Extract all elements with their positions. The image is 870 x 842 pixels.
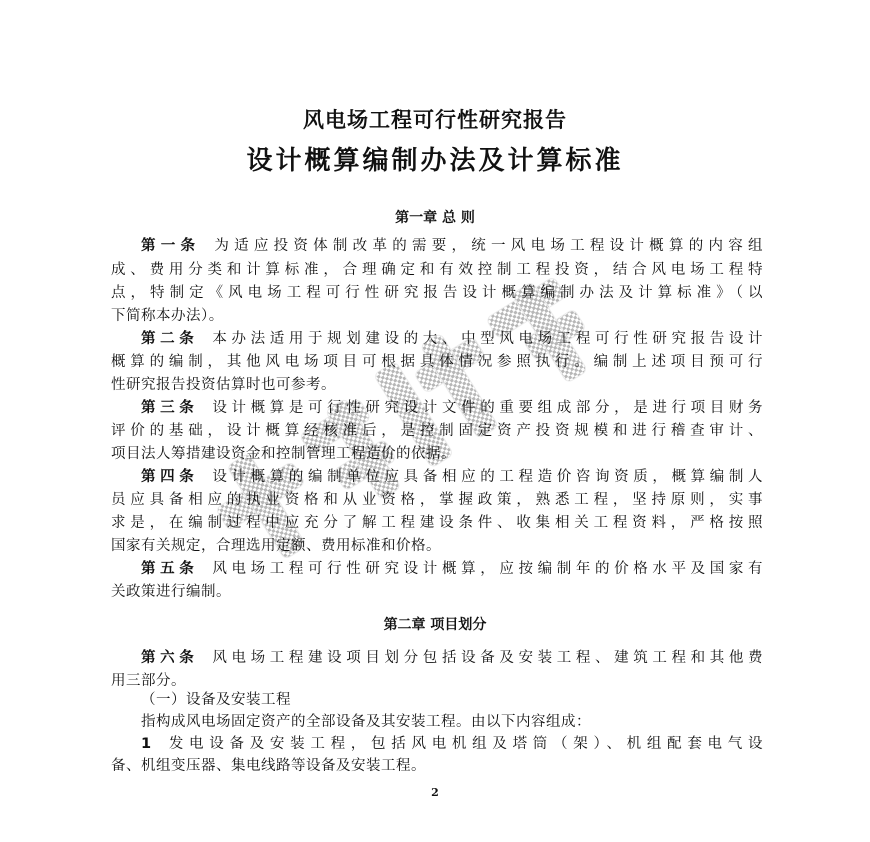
article-label: 第一条: [141, 238, 201, 254]
chapter-heading-2: 第二章 项目划分: [383, 617, 487, 633]
article-1-line-3: 点，特制定《风电场工程可行性研究报告设计概算编制办法及计算标准》（以: [111, 285, 763, 301]
article-3-line-1: 第三条 设计概算是可行性研究设计文件的重要组成部分，是进行项目财务: [141, 400, 764, 416]
article-label: 第六条: [141, 650, 199, 666]
article-6-line-2: 用三部分。: [111, 673, 186, 689]
item-1-line-1: 1 发电设备及安装工程，包括风电机组及塔筒（架）、机组配套电气设: [141, 736, 763, 752]
article-3-line-2: 评价的基础，设计概算经核准后，是控制固定资产投资规模和进行稽查审计、: [111, 423, 763, 439]
article-label: 第五条: [141, 561, 199, 577]
article-5-line-1: 第五条 风电场工程可行性研究设计概算，应按编制年的价格水平及国家有: [141, 561, 764, 577]
section-description: 指构成风电场固定资产的全部设备及其安装工程。由以下内容组成：: [141, 714, 591, 730]
article-5-line-2: 关政策进行编制。: [111, 584, 231, 600]
article-4-line-3: 求是，在编制过程中应充分了解工程建设条件、收集相关工程资料，严格按照: [111, 515, 763, 531]
article-label: 第二条: [141, 331, 199, 347]
document-title: 风电场工程可行性研究报告: [303, 108, 567, 132]
page-number: 2: [431, 786, 439, 799]
item-number: 1: [141, 736, 152, 752]
article-2-line-3: 性研究报告投资估算时也可参考。: [111, 377, 336, 393]
article-1-line-4: 下简称本办法）。: [111, 308, 224, 324]
article-4-line-4: 国家有关规定，合理选用定额、费用标准和价格。: [111, 538, 441, 554]
chapter-heading-1: 第一章 总 则: [395, 210, 475, 226]
article-1-line-1: 第一条 为适应投资体制改革的需要，统一风电场工程设计概算的内容组: [141, 238, 764, 254]
article-3-line-3: 项目法人筹措建设资金和控制管理工程造价的依据。: [111, 446, 456, 462]
article-label: 第四条: [141, 469, 199, 485]
item-1-line-2: 备、机组变压器、集电线路等设备及安装工程。: [111, 758, 426, 774]
article-6-line-1: 第六条 风电场工程建设项目划分包括设备及安装工程、建筑工程和其他费: [141, 650, 764, 666]
article-4-line-2: 员应具备相应的执业资格和从业资格，掌握政策，熟悉工程，坚持原则，实事: [111, 492, 763, 508]
article-2-line-2: 概算的编制，其他风电场项目可根据具体情况参照执行。编制上述项目预可行: [111, 354, 763, 370]
document-subtitle: 设计概算编制办法及计算标准: [246, 146, 624, 176]
article-1-line-2: 成、费用分类和计算标准，合理确定和有效控制工程投资，结合风电场工程特: [111, 262, 763, 278]
section-heading: （一）设备及安装工程: [141, 692, 291, 708]
article-label: 第三条: [141, 400, 199, 416]
article-4-line-1: 第四条 设计概算的编制单位应具备相应的工程造价咨询资质，概算编制人: [141, 469, 764, 485]
article-2-line-1: 第二条 本办法适用于规划建设的大、中型风电场工程可行性研究报告设计: [141, 331, 764, 347]
